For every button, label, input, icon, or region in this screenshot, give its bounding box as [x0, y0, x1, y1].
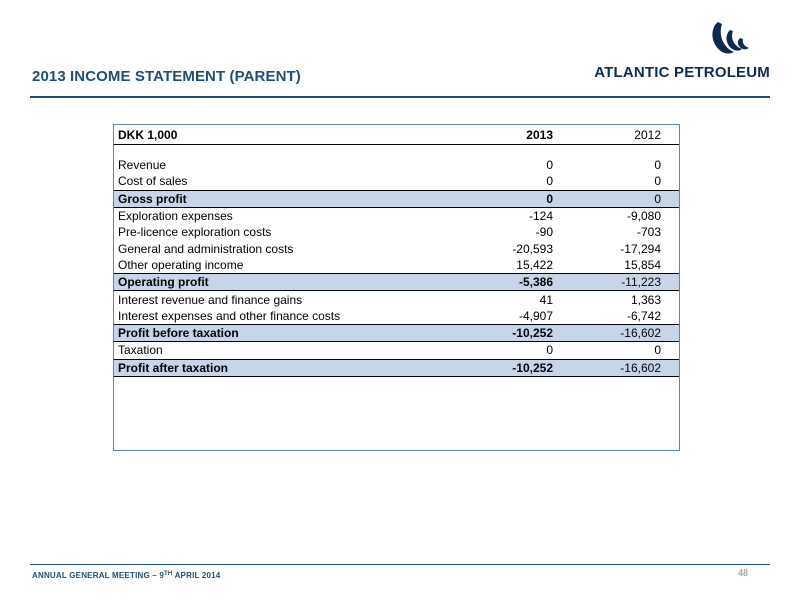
row-label: Interest revenue and finance gains	[118, 292, 303, 307]
row-label: Pre-licence exploration costs	[118, 225, 272, 240]
column-header-2013: 2013	[464, 125, 567, 145]
value-2013: 0	[546, 158, 553, 173]
table-row-cost-of-sales	[114, 173, 679, 190]
header-divider	[30, 96, 770, 98]
value-2012: -16,602	[567, 324, 679, 341]
table-row-interest-expenses	[114, 308, 679, 325]
value-2012: 15,854	[624, 257, 661, 272]
row-label: Exploration expenses	[118, 209, 233, 224]
value-2012: -16,602	[567, 359, 679, 376]
value-2013: -5,386	[464, 274, 567, 291]
unit-label: DKK 1,000	[114, 125, 464, 145]
row-label: Cost of sales	[118, 174, 188, 189]
table-row-profit-before-tax	[114, 324, 679, 341]
value-2013: -90	[535, 225, 553, 240]
company-logo	[594, 14, 770, 94]
logo-wordmark: ATLANTIC PETROLEUM	[594, 64, 770, 81]
value-2013: 15,422	[516, 257, 553, 272]
value-2013: 0	[546, 174, 553, 189]
table-row-general-admin-costs	[114, 240, 679, 256]
value-2013: -20,593	[512, 241, 553, 256]
value-2013: 0	[464, 190, 567, 207]
value-2012: 1,363	[630, 292, 661, 307]
spacer-row	[114, 145, 679, 158]
table-row-interest-revenue	[114, 291, 679, 308]
value-2012: 0	[567, 190, 679, 207]
value-2013: -10,252	[464, 324, 567, 341]
row-label: Profit after taxation	[114, 359, 464, 376]
row-label: Profit before taxation	[114, 324, 464, 341]
wave-logo-icon	[708, 16, 756, 62]
value-2012: -11,223	[567, 274, 679, 291]
table-row-other-operating-income	[114, 257, 679, 274]
table-row-taxation	[114, 342, 679, 359]
row-label: Interest expenses and other finance costs	[118, 308, 341, 323]
value-2012: 0	[654, 343, 661, 358]
footer-meeting-prefix: ANNUAL GENERAL MEETING – 9	[32, 571, 165, 580]
column-header-2012: 2012	[567, 125, 679, 145]
value-2012: -9,080	[626, 209, 661, 224]
row-label: General and administration costs	[118, 241, 294, 256]
footer-ordinal-suffix: TH	[164, 571, 173, 577]
row-label: Taxation	[118, 343, 163, 358]
table-row-profit-after-tax	[114, 359, 679, 376]
value-2012: -6,742	[626, 308, 661, 323]
row-label: Operating profit	[114, 274, 464, 291]
value-2013: 0	[546, 343, 553, 358]
table-row-operating-profit	[114, 274, 679, 291]
row-label: Gross profit	[114, 190, 464, 207]
value-2013: 41	[539, 292, 553, 307]
table-row-exploration-expenses	[114, 207, 679, 224]
footer-meeting-label	[32, 571, 220, 580]
income-statement-table	[113, 124, 680, 451]
table-header-row	[114, 125, 679, 145]
value-2013: -10,252	[464, 359, 567, 376]
page-title: 2013 INCOME STATEMENT (PARENT)	[32, 68, 301, 85]
value-2012: 0	[654, 174, 661, 189]
row-label: Other operating income	[118, 257, 244, 272]
footer-divider	[30, 564, 770, 565]
table-row-pre-licence-costs	[114, 224, 679, 240]
table-row-revenue	[114, 157, 679, 173]
value-2013: -4,907	[518, 308, 553, 323]
value-2012: -17,294	[620, 241, 661, 256]
value-2012: 0	[654, 158, 661, 173]
value-2012: -703	[636, 225, 661, 240]
row-label: Revenue	[118, 158, 167, 173]
footer-meeting-suffix: APRIL 2014	[172, 571, 221, 580]
value-2013: -124	[528, 209, 553, 224]
table-row-gross-profit	[114, 190, 679, 207]
page-number: 48	[738, 568, 748, 579]
